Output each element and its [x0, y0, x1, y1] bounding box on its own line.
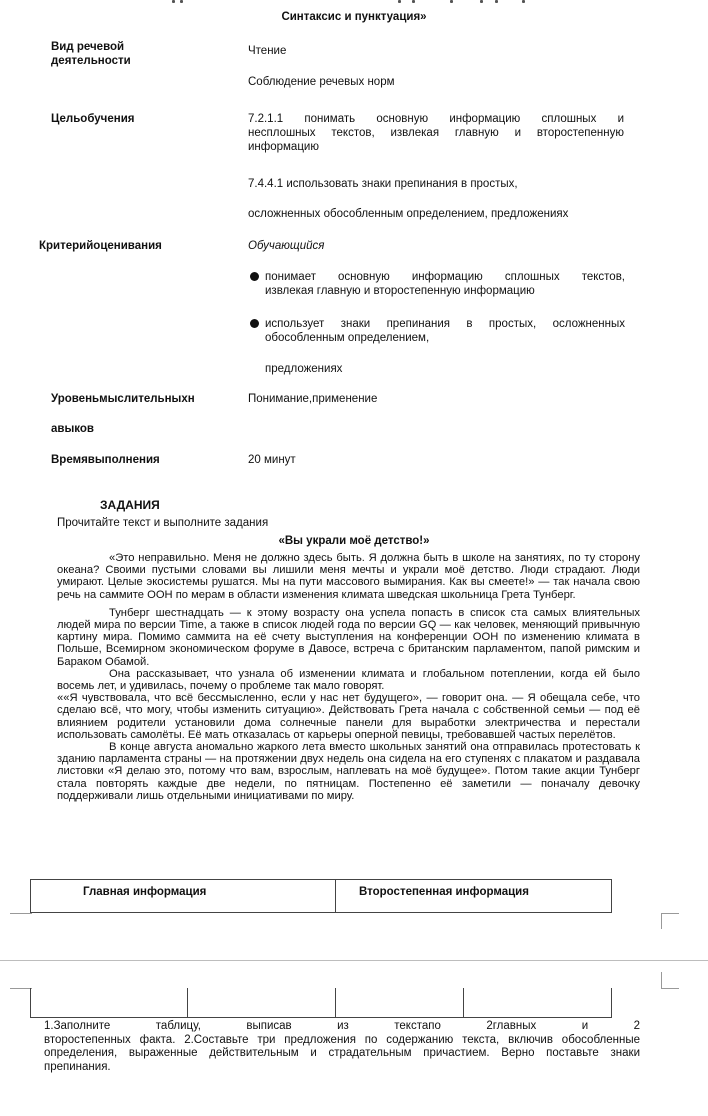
info-table-body: [30, 988, 612, 1018]
skills-label-line2: авыков: [51, 423, 94, 435]
bottom-task-text: 1.Заполните таблицу, выписав из текстапо 2главных и 2 второстепенных факта. 2.Составьте три предложения по содержанию текста, включив обособленные определения, выраженные действительным и страдательным причастием. Верно поставьте знаки препинания.: [44, 1020, 640, 1073]
story-paragraph: Тунберг шестнадцать — к этому возрасту она успела попасть в список ста самых влиятельных людей мира по версии Time, а также в список людей года по версии GQ — как человек, меняющий привычную картину мира. Помимо саммита на её счету выступления на конференции ООН по изменению климата в Польше, Всемирном экономическом форуме в Давосе, встреча с британским парламентом, папой римским и Бараком Обамой.: [57, 606, 640, 668]
goal-2: 7.4.4.1 использовать знаки препинания в простых,: [248, 178, 518, 190]
tasks-instruction: Прочитайте текст и выполните задания: [57, 517, 269, 529]
goal-1: 7.2.1.1 понимать основную информацию сплошных и несплошных текстов, извлекая главную и второстепенную информацию: [248, 113, 624, 153]
criterion-1: понимает основную информацию сплошных текстов, извлекая главную и второстепенную информацию: [265, 271, 625, 297]
criterion-2: использует знаки препинания в простых, осложненных обособленным определением,: [265, 318, 625, 344]
crop-mark: [661, 913, 679, 929]
bullet-icon: [250, 272, 259, 281]
criterion-2-continuation: предложениях: [265, 363, 343, 375]
time-value: 20 минут: [248, 454, 296, 466]
activity-value-speech-norms: Соблюдение речевых норм: [248, 76, 395, 88]
story-paragraph: В конце августа аномально жаркого лета вместо школьных занятий она отправилась протестовать к зданию парламента страны — на протяжении двух недель она сидела на его ступенях с плакатом и раздавала листовки «Я делаю это, потому что вам, взрослым, наплевать на моё будущее». Потом такие акции Тунберг стала повторять каждые две недели, по пятницам. Постепенно её заметили — поначалу девочку поддерживали лишь отдельными инициативами по миру.: [57, 741, 640, 802]
skills-label-line1: Уровеньмыслительныхн: [51, 393, 195, 405]
criteria-label: Критерийоценивания: [39, 240, 162, 252]
activity-value-reading: Чтение: [248, 45, 287, 57]
story-paragraph: ««Я чувствовала, что всё бессмысленно, если у нас нет будущего», — говорит она. — Я обещала себе, что сделаю всё, что могу, чтобы изменить ситуацию». Действовать Грета начала с собственной семьи — под её влиянием родители установили дома солнечные панели для выработки электричества и перестали использовать самолёты. Её мать отказалась от карьеры оперной певицы, требовавшей частых перелётов.: [57, 692, 640, 741]
goal-2-continuation: осложненных обособленным определением, предложениях: [248, 208, 569, 220]
page-break: [0, 960, 708, 966]
top-cut-fragment: [150, 0, 550, 4]
story-paragraph: Она рассказывает, что узнала об изменении климата и глобальном потеплении, когда ей было восемь лет, и удивилась, почему о проблеме так мало говорят.: [57, 667, 640, 693]
crop-mark: [10, 988, 32, 989]
table-divider: [187, 988, 188, 1018]
goals-label: Цельобучения: [51, 113, 135, 125]
story-text: [57, 552, 640, 802]
table-col-main: Главная информация: [83, 886, 207, 898]
skills-value: Понимание,применение: [248, 393, 378, 405]
table-divider: [335, 988, 336, 1018]
crop-mark: [10, 913, 32, 914]
time-label: Времявыполнения: [51, 454, 160, 466]
activity-label: Вид речевой деятельности: [51, 41, 131, 67]
table-divider: [463, 988, 464, 1018]
bullet-icon: [250, 319, 259, 328]
table-col-secondary: Второстепенная информация: [359, 886, 529, 898]
document-heading: Синтаксис и пунктуация»: [281, 11, 427, 23]
story-title: «Вы украли моё детство!»: [278, 535, 430, 547]
tasks-title: ЗАДАНИЯ: [100, 498, 160, 512]
story-paragraph: «Это неправильно. Меня не должно здесь быть. Я должна быть в школе на занятиях, по ту сторону океана? Своими пустыми словами вы лишили меня мечты и украли моё детство. Люди страдают. Люди умирают. Целые экосистемы рушатся. Мы на пути массового вымирания. Как вы смеете!» — так начала свою речь на саммите ООН по мерам в области изменения климата шведская школьница Грета Тунберг.: [57, 552, 640, 601]
table-divider: [335, 879, 336, 913]
crop-mark: [661, 972, 679, 989]
criteria-lead: Обучающийся: [248, 240, 325, 252]
